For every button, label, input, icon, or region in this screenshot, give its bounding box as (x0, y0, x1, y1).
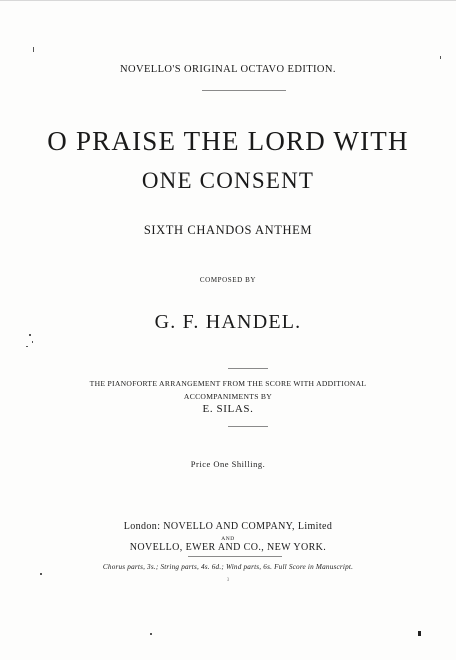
divider-rule (188, 556, 282, 557)
publisher-line-2: NOVELLO, EWER AND CO., NEW YORK. (129, 542, 327, 553)
title-line-1: O PRAISE THE LORD WITH (47, 126, 409, 156)
publisher-and: AND (221, 536, 235, 542)
scan-speck (33, 47, 34, 52)
scan-speck (40, 573, 42, 575)
edition-line: NOVELLO'S ORIGINAL OCTAVO EDITION. (120, 64, 336, 75)
printer-imprint: 3 (226, 578, 230, 583)
parts-note: Chorus parts, 3s.; String parts, 4s. 6d.; Wind parts, 6s. Full Score in Manuscript. (102, 563, 354, 571)
top-edge-rule (0, 0, 456, 1)
arranger-name: E. SILAS. (202, 403, 254, 415)
divider-rule (228, 426, 268, 427)
arrangement-line-1: THE PIANOFORTE ARRANGEMENT FROM THE SCORE WITH ADDITIONAL (89, 379, 367, 388)
subtitle: SIXTH CHANDOS ANTHEM (143, 223, 313, 237)
composed-by-label: COMPOSED BY (199, 276, 257, 284)
composer-name: G. F. HANDEL. (154, 311, 302, 333)
divider-rule (228, 368, 268, 369)
scan-speck (418, 631, 421, 636)
scan-speck (150, 633, 152, 635)
scan-speck (26, 346, 28, 347)
title-line-2: ONE CONSENT (141, 168, 315, 193)
scan-speck (440, 56, 441, 59)
arrangement-line-2: ACCOMPANIMENTS BY (183, 392, 273, 401)
publisher-line-1: London: NOVELLO AND COMPANY, Limited (123, 521, 333, 532)
price-line: Price One Shilling. (190, 459, 266, 469)
scan-speck (32, 341, 33, 343)
scan-speck (29, 334, 31, 336)
divider-rule (202, 90, 286, 91)
